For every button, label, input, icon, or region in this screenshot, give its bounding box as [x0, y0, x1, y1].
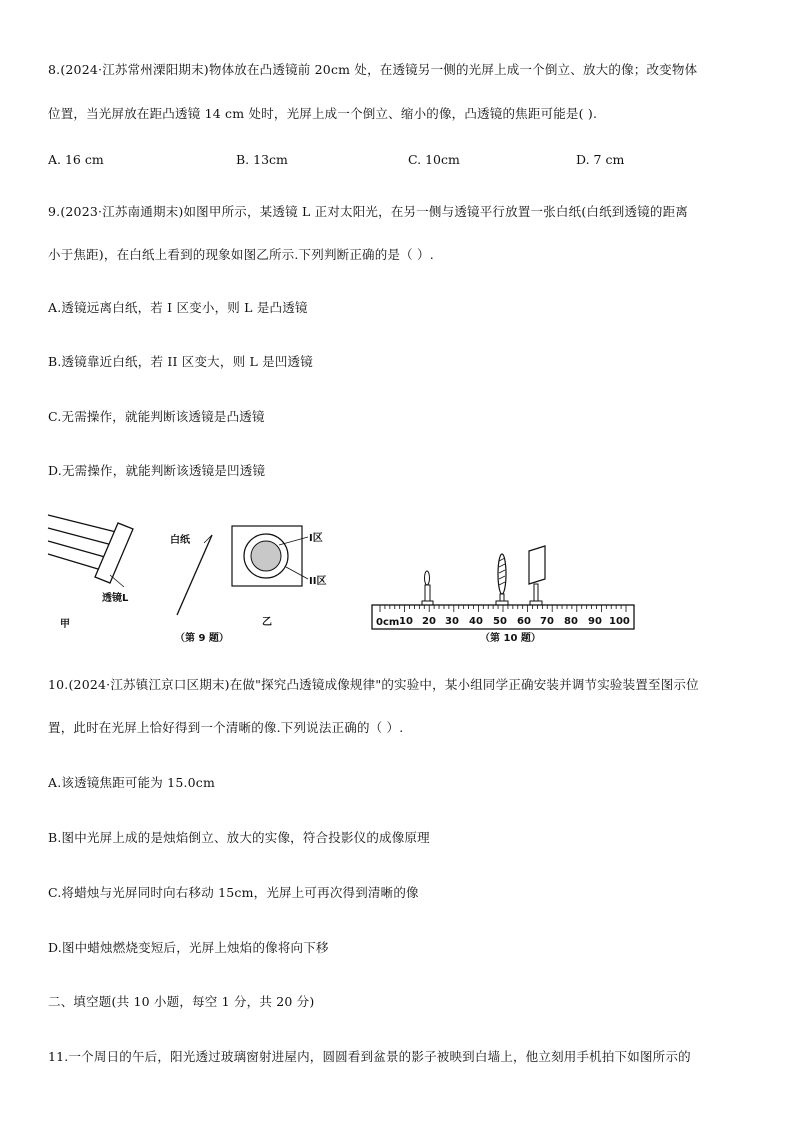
zone-1-spot [251, 541, 281, 571]
q9-stem-line2: 小于焦距)，在白纸上看到的现象如图乙所示.下列判断正确的是（ ）. [48, 247, 434, 262]
q10-option-d: D.图中蜡烛燃烧变短后，光屏上烛焰的像将向下移 [48, 940, 329, 955]
yi-label: 乙 [262, 617, 272, 628]
q8-option-d: D. 7 cm [576, 152, 625, 167]
q8-stem-line1: 8.(2024·江苏常州溧阳期末)物体放在凸透镜前 20cm 处，在透镜另一侧的光屏上成一个倒立、放大的像；改变物体 [48, 62, 698, 77]
ruler-label-10: 10 [399, 616, 413, 627]
zone1-label: I区 [309, 533, 323, 544]
q10-stem-line2: 置，此时在光屏上恰好得到一个清晰的像.下列说法正确的（ ）. [48, 720, 404, 735]
q9-option-a: A.透镜远离白纸，若 I 区变小，则 L 是凸透镜 [48, 300, 308, 315]
lens-on-bench [498, 554, 506, 594]
ruler-label-90: 90 [588, 616, 602, 627]
ruler-label-40: 40 [469, 616, 483, 627]
q10-option-c: C.将蜡烛与光屏同时向右移动 15cm，光屏上可再次得到清晰的像 [48, 885, 419, 900]
ruler-label-100: 100 [609, 616, 630, 627]
light-screen [529, 546, 545, 584]
ruler-label-20: 20 [422, 616, 436, 627]
figures-9-10 [40, 505, 660, 655]
ruler-label-60: 60 [517, 616, 531, 627]
q10-option-a: A.该透镜焦距可能为 15.0cm [48, 775, 216, 790]
fig9-jia-diagram [48, 515, 133, 630]
paper-label: 白纸 [170, 535, 190, 546]
ruler-label-30: 30 [445, 616, 459, 627]
lens-l [95, 523, 133, 583]
q9-stem-line1: 9.(2023·江苏南通期末)如图甲所示，某透镜 L 正对太阳光，在另一侧与透镜平行放置一张白纸(白纸到透镜的距离 [48, 204, 688, 219]
q9-option-b: B.透镜靠近白纸，若 II 区变大，则 L 是凹透镜 [48, 354, 313, 369]
q8-option-b: B. 13cm [236, 152, 288, 167]
figures-svg [40, 505, 660, 655]
q8-option-c: C. 10cm [408, 152, 460, 167]
ruler-label-0: 0cm [376, 617, 400, 628]
candle-body [425, 585, 430, 603]
q10-stem-line1: 10.(2024·江苏镇江京口区期末)在做"探究凸透镜成像规律"的实验中，某小组同学正确安装并调节实验装置至图示位 [48, 677, 699, 692]
zone2-label: II区 [309, 576, 327, 587]
fig9-paper-diagram [170, 533, 212, 615]
q11-stem-line1: 11.一个周日的午后，阳光透过玻璃窗射进屋内，圆圆看到盆景的影子被映到白墙上，他立刻用手机拍下如图所示的 [48, 1049, 691, 1064]
candle-flame [425, 571, 430, 585]
jia-label: 甲 [60, 619, 70, 630]
paper-sheet [177, 535, 212, 615]
q9-option-d: D.无需操作，就能判断该透镜是凹透镜 [48, 463, 266, 478]
fig9-yi-diagram [175, 526, 326, 644]
fig10-caption: （第 10 题） [480, 633, 541, 644]
fig9-caption: （第 9 题） [175, 633, 229, 644]
ruler-label-80: 80 [564, 616, 578, 627]
ruler-label-50: 50 [493, 616, 507, 627]
q9-option-c: C.无需操作，就能判断该透镜是凸透镜 [48, 409, 265, 424]
q10-option-b: B.图中光屏上成的是烛焰倒立、放大的实像，符合投影仪的成像原理 [48, 830, 430, 845]
lens-pointer [110, 575, 124, 587]
section-2-title: 二、填空题(共 10 小题，每空 1 分，共 20 分) [48, 994, 315, 1009]
fig10-diagram [372, 546, 634, 644]
lens-label: 透镜L [102, 593, 129, 604]
ruler-label-70: 70 [540, 616, 554, 627]
q8-stem-line2: 位置，当光屏放在距凸透镜 14 cm 处时，光屏上成一个倒立、缩小的像，凸透镜的焦距可能是( ). [48, 106, 598, 121]
q8-option-a: A. 16 cm [48, 152, 104, 167]
